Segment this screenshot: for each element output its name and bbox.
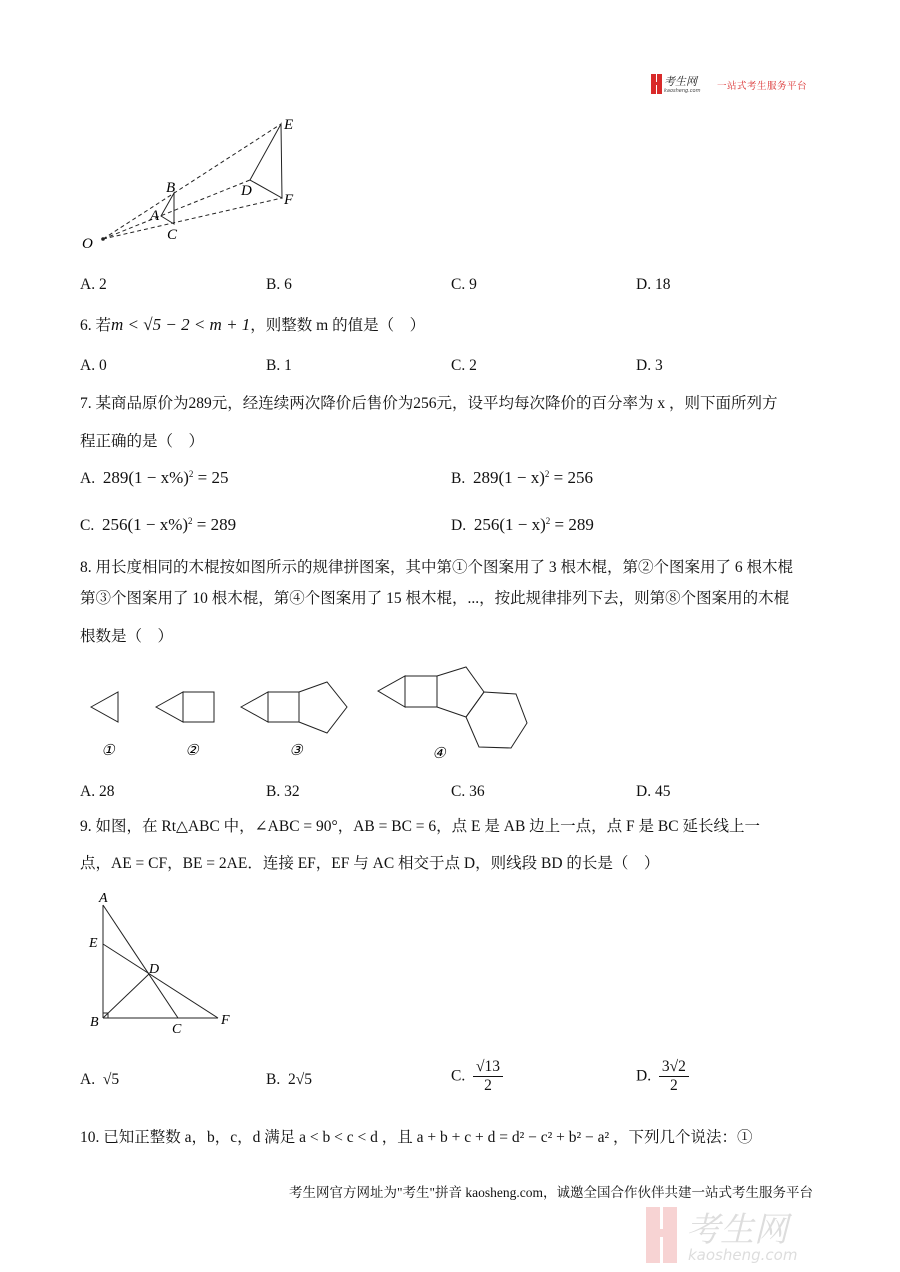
triangle-ABC [161, 193, 174, 224]
label-E: E [284, 117, 294, 133]
pattern-4-hexagon [466, 692, 527, 748]
label-F: F [221, 1013, 230, 1028]
pattern-4-triangle [378, 676, 405, 707]
label-D: D [241, 183, 252, 199]
q5-figure [70, 100, 330, 260]
pattern-1-triangle [91, 692, 118, 722]
dashed-line-OF [103, 198, 282, 239]
q10-stem-line1: 10. 已知正整数 a，b，c，d 满足 a < b < c < d ，且 a + b + c + d = d² − c² + b² − a² ，下列几个说法：① [80, 1129, 753, 1146]
q9-figure [70, 880, 270, 1040]
kaosheng-logo-icon [651, 73, 711, 95]
label-A: A [150, 208, 160, 224]
pattern-3-pentagon [299, 682, 347, 733]
q8-stem-line3: 根数是（ ） [80, 628, 174, 645]
q6-suffix: ，则整数 m 的值是（ ） [250, 317, 426, 334]
kaosheng-logo [651, 73, 711, 95]
q7-stem-line2: 程正确的是（ ） [80, 433, 205, 450]
q9-stem-line2: 点，AE = CF，BE = 2AE．连接 EF，EF 与 AC 相交于点 D，则线段 BD 的长是（ ） [80, 855, 660, 872]
segment-BD [103, 974, 149, 1018]
q7-option-c[interactable]: C. $256(1 - x\%)^2 = 289$ [80, 515, 237, 534]
pattern-1-label: ① [101, 743, 115, 759]
label-B: B [166, 180, 176, 196]
q9-option-b[interactable]: B. 2√5 [266, 1071, 312, 1088]
q8-option-d[interactable]: D. 45 [636, 783, 671, 800]
point-O [101, 237, 105, 241]
label-D: D [149, 962, 160, 977]
pattern-2-triangle [156, 692, 183, 722]
watermark-text: 考生网 [686, 1210, 788, 1250]
triangle-DEF [250, 124, 282, 198]
label-O: O [82, 236, 93, 252]
label-A: A [99, 891, 108, 906]
watermark-logo-icon [646, 1205, 886, 1265]
pattern-3-square [268, 692, 299, 722]
q6-option-a[interactable]: A. 0 [80, 357, 107, 374]
q6-math: m < √5 − 2 < m + 1 [111, 315, 251, 334]
q9-option-d[interactable]: D. $\frac{3√2}{2}$ [636, 1058, 689, 1095]
watermark-sub: kaosheng.com [688, 1246, 798, 1264]
logo-sub: kaosheng.com [664, 88, 701, 94]
label-E: E [89, 936, 98, 951]
q6-option-b[interactable]: B. 1 [266, 357, 292, 374]
q6-option-c[interactable]: C. 2 [451, 357, 477, 374]
label-F: F [284, 192, 294, 208]
q8-stem-line2: 第③个图案用了 10 根木棍，第④个图案用了 15 根木棍，...，按此规律排列下去，则第⑧个图案用的木棍 [80, 590, 790, 607]
watermark [646, 1205, 886, 1270]
q5-option-b[interactable]: B. 6 [266, 276, 292, 293]
q6-stem [80, 315, 425, 336]
pattern-3-triangle [241, 692, 268, 722]
pattern-4-pentagon [437, 667, 484, 717]
q5-option-a[interactable]: A. 2 [80, 276, 107, 293]
q7-option-b[interactable]: B. $289(1 - x)^2 = 256$ [451, 468, 593, 487]
q8-option-c[interactable]: C. 36 [451, 783, 485, 800]
footer-text: 考生网官方网址为"考生"拼音 kaosheng.com，诚邀全国合作伙伴共建一站式考生服务平台 [289, 1185, 814, 1200]
q7-stem-line1: 7. 某商品原价为289元，经连续两次降价后售价为256元，设平均每次降价的百分率为 x ，则下面所列方 [80, 395, 778, 412]
label-C: C [172, 1022, 182, 1037]
q6-option-d[interactable]: D. 3 [636, 357, 663, 374]
q9-stem-line1: 9. 如图，在 Rt△ABC 中，∠ABC = 90°，AB = BC = 6，点 E 是 AB 边上一点，点 F 是 BC 延长线上一 [80, 818, 760, 835]
segment-EF [103, 944, 218, 1018]
pattern-4-label: ④ [432, 746, 446, 762]
pattern-2-square [183, 692, 214, 722]
pattern-2-label: ② [185, 743, 199, 759]
q5-option-d[interactable]: D. 18 [636, 276, 671, 293]
q5-option-c[interactable]: C. 9 [451, 276, 477, 293]
pattern-4-square [405, 676, 437, 707]
header-slogan: 一站式考生服务平台 [717, 81, 808, 92]
q7-option-a[interactable]: A. $289(1 - x\%)^2 = 25$ [80, 468, 229, 487]
label-C: C [167, 227, 178, 243]
label-B: B [90, 1015, 99, 1030]
q9-option-a[interactable]: A. √5 [80, 1071, 120, 1088]
q8-option-b[interactable]: B. 32 [266, 783, 300, 800]
q8-stem-line1: 8. 用长度相同的木棍按如图所示的规律拼图案，其中第①个图案用了 3 根木棍，第②个图案用了 6 根木棍 [80, 559, 794, 576]
segment-AC [103, 905, 178, 1018]
q8-pattern-figure [70, 655, 550, 765]
q6-prefix: 6. 若 [80, 317, 112, 334]
q8-option-a[interactable]: A. 28 [80, 783, 115, 800]
dashed-line-OE [103, 124, 281, 239]
pattern-3-label: ③ [289, 743, 303, 759]
q9-option-c[interactable]: C. $\frac{√13}{2}$ [451, 1058, 503, 1095]
q7-option-d[interactable]: D. $256(1 - x)^2 = 289$ [451, 515, 594, 534]
logo-text: 考生网 [664, 75, 697, 88]
